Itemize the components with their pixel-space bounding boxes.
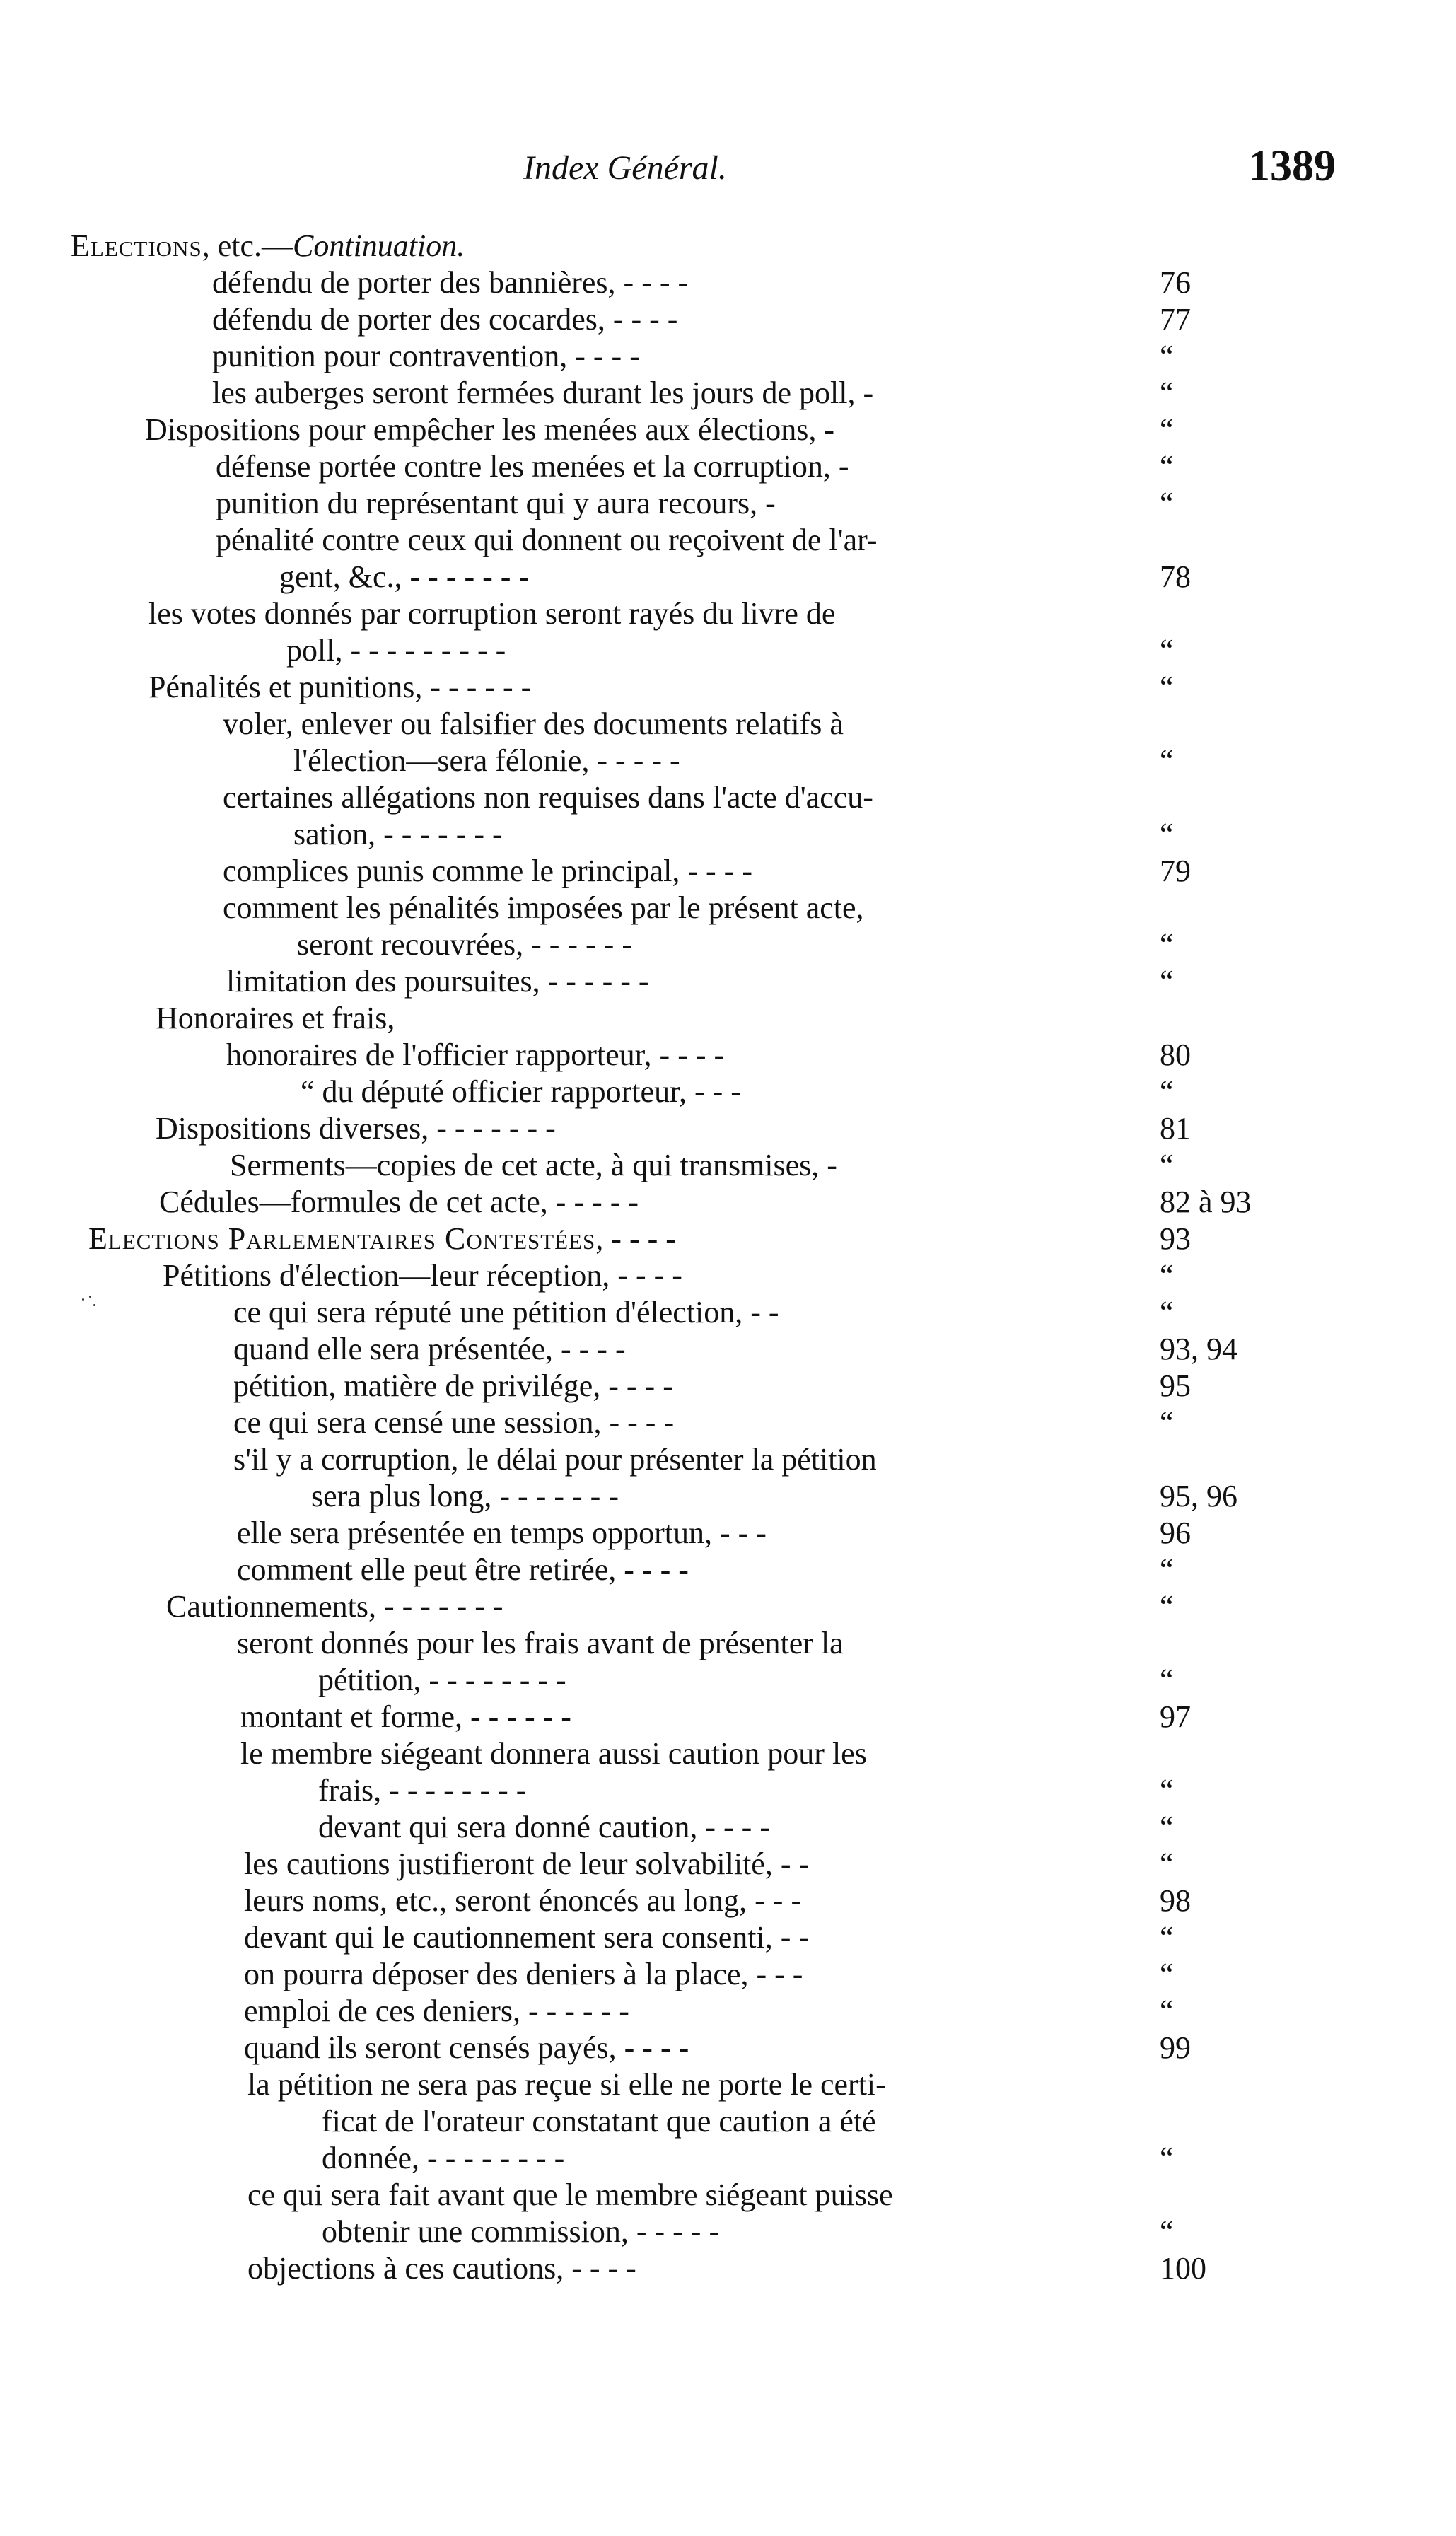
- page-ref: 95, 96: [1160, 1479, 1237, 1513]
- heading-small-caps: Elections: [71, 228, 202, 263]
- page-ref: “: [1160, 1810, 1174, 1844]
- index-line: le membre siégeant donnera aussi caution pour les: [240, 1736, 867, 1771]
- index-subheading: Honoraires et frais,: [156, 1001, 395, 1035]
- index-line: punition du représentant qui y aura recours, -: [216, 486, 776, 520]
- index-line: seront donnés pour les frais avant de présenter la: [237, 1626, 844, 1660]
- index-line: devant qui le cautionnement sera consenti, - -: [244, 1920, 810, 1955]
- page-ref: 81: [1160, 1111, 1191, 1146]
- page-ref: “: [1160, 1148, 1174, 1182]
- index-line: pénalité contre ceux qui donnent ou reçoivent de l'ar-: [216, 523, 878, 557]
- page-ref: “: [1160, 633, 1174, 668]
- index-line: quand elle sera présentée, - - - -: [233, 1332, 626, 1366]
- index-line: ce qui sera réputé une pétition d'élection, - -: [233, 1295, 779, 1330]
- page-ref: 79: [1160, 854, 1191, 888]
- index-line-continuation: pétition, - - - - - - - -: [318, 1663, 566, 1697]
- page-ref: “: [1160, 1295, 1174, 1330]
- heading-rest: , - - - -: [595, 1221, 676, 1256]
- page-ref: “: [1160, 486, 1174, 520]
- page-ref: “: [1160, 817, 1174, 851]
- index-subheading: Dispositions pour empêcher les menées aux élections, -: [145, 412, 835, 447]
- page-ref: “: [1160, 1663, 1174, 1697]
- index-subheading: Dispositions diverses, - - - - - - -: [156, 1111, 556, 1146]
- page-number: 1389: [1248, 142, 1336, 190]
- index-line-ditto: “ du député officier rapporteur, - - -: [301, 1074, 741, 1109]
- page-ref: 96: [1160, 1516, 1191, 1550]
- index-line: la pétition ne sera pas reçue si elle ne porte le certi-: [247, 2067, 886, 2102]
- index-line: voler, enlever ou falsifier des documents relatifs à: [223, 706, 844, 741]
- page-ref: “: [1160, 1994, 1174, 2028]
- index-line: leurs noms, etc., seront énoncés au long, - - -: [244, 1883, 802, 1918]
- page-header: [0, 141, 1456, 205]
- index-line-continuation: ficat de l'orateur constatant que caution a été: [322, 2104, 876, 2139]
- page-ref: 97: [1160, 1699, 1191, 1734]
- index-line: Serments—copies de cet acte, à qui transmises, -: [230, 1148, 837, 1182]
- index-line-continuation: sera plus long, - - - - - - -: [311, 1479, 619, 1513]
- page-ref: “: [1160, 376, 1174, 410]
- index-line: défendu de porter des cocardes, - - - -: [212, 302, 678, 337]
- page-ref: 76: [1160, 265, 1191, 300]
- index-line: les cautions justifieront de leur solvabilité, - -: [244, 1846, 810, 1881]
- heading-rest: , etc.—: [202, 228, 293, 263]
- page-ref: “: [1160, 1552, 1174, 1587]
- index-line: les auberges seront fermées durant les jours de poll, -: [212, 376, 874, 410]
- index-subheading: Cautionnements, - - - - - - -: [166, 1589, 503, 1624]
- index-line: quand ils seront censés payés, - - - -: [244, 2030, 689, 2065]
- index-line-continuation: poll, - - - - - - - - -: [286, 633, 506, 668]
- print-specks: [79, 1294, 100, 1315]
- index-line-continuation: frais, - - - - - - - -: [318, 1773, 527, 1808]
- page-ref: “: [1160, 1405, 1174, 1440]
- index-subheading: les votes donnés par corruption seront rayés du livre de: [148, 596, 836, 631]
- page-ref: “: [1160, 1773, 1174, 1808]
- index-line: limitation des poursuites, - - - - - -: [226, 964, 649, 999]
- page-ref: 93, 94: [1160, 1332, 1237, 1366]
- heading-italic: Continuation.: [293, 228, 465, 263]
- page-ref: “: [1160, 927, 1174, 962]
- page-ref: “: [1160, 1258, 1174, 1293]
- page-ref: 82 à 93: [1160, 1185, 1252, 1219]
- index-line: ce qui sera fait avant que le membre siégeant puisse: [247, 2177, 893, 2212]
- index-line: comment les pénalités imposées par le présent acte,: [223, 890, 864, 925]
- index-line-continuation: gent, &c., - - - - - - -: [279, 559, 530, 594]
- index-subheading: Cédules—formules de cet acte, - - - - -: [159, 1185, 639, 1219]
- page-ref: 80: [1160, 1037, 1191, 1072]
- index-line: ce qui sera censé une session, - - - -: [233, 1405, 675, 1440]
- index-line: certaines allégations non requises dans l'acte d'accu-: [223, 780, 873, 815]
- index-line-continuation: seront recouvrées, - - - - - -: [297, 927, 632, 962]
- page-ref: 77: [1160, 302, 1191, 337]
- index-line: complices punis comme le principal, - - - -: [223, 854, 752, 888]
- index-line: comment elle peut être retirée, - - - -: [237, 1552, 689, 1587]
- page-ref: “: [1160, 743, 1174, 778]
- page-ref: “: [1160, 670, 1174, 704]
- index-line: on pourra déposer des deniers à la place, - - -: [244, 1957, 803, 1991]
- index-line: montant et forme, - - - - - -: [240, 1699, 571, 1734]
- index-line: honoraires de l'officier rapporteur, - - - -: [226, 1037, 725, 1072]
- index-subheading: Pénalités et punitions, - - - - - -: [148, 670, 532, 704]
- page-ref: 95: [1160, 1368, 1191, 1403]
- index-line: elle sera présentée en temps opportun, - - -: [237, 1516, 767, 1550]
- page-ref: 99: [1160, 2030, 1191, 2065]
- page-ref: “: [1160, 1074, 1174, 1109]
- page-ref: “: [1160, 1846, 1174, 1881]
- heading-small-caps: Elections Parlementaires Contestées: [88, 1221, 596, 1256]
- page-ref: 93: [1160, 1221, 1191, 1256]
- index-line-continuation: donnée, - - - - - - - -: [322, 2141, 565, 2175]
- index-line: pétition, matière de privilége, - - - -: [233, 1368, 673, 1403]
- page-ref: “: [1160, 1920, 1174, 1955]
- page-ref: “: [1160, 412, 1174, 447]
- page-ref: “: [1160, 339, 1174, 373]
- page-ref: 100: [1160, 2251, 1206, 2286]
- page-ref: “: [1160, 2141, 1174, 2175]
- section-heading: [88, 1221, 676, 1257]
- page-ref: “: [1160, 2214, 1174, 2249]
- index-subheading: Pétitions d'élection—leur réception, - - - -: [163, 1258, 682, 1293]
- section-heading: [71, 228, 465, 264]
- index-line: défense portée contre les menées et la corruption, -: [216, 449, 849, 484]
- page-ref: “: [1160, 1589, 1174, 1624]
- index-line: emploi de ces deniers, - - - - - -: [244, 1994, 629, 2028]
- index-line-continuation: l'élection—sera félonie, - - - - -: [293, 743, 680, 778]
- index-line: punition pour contravention, - - - -: [212, 339, 640, 373]
- index-line: objections à ces cautions, - - - -: [247, 2251, 636, 2286]
- running-title: Index Général.: [523, 149, 727, 187]
- page-ref: 78: [1160, 559, 1191, 594]
- page-ref: “: [1160, 1957, 1174, 1991]
- index-line: s'il y a corruption, le délai pour présenter la pétition: [233, 1442, 877, 1477]
- index-line-continuation: obtenir une commission, - - - - -: [322, 2214, 720, 2249]
- index-line: défendu de porter des bannières, - - - -: [212, 265, 689, 300]
- page-ref: “: [1160, 449, 1174, 484]
- page-ref: “: [1160, 964, 1174, 999]
- index-line: devant qui sera donné caution, - - - -: [318, 1810, 770, 1844]
- page-ref: 98: [1160, 1883, 1191, 1918]
- index-line-continuation: sation, - - - - - - -: [293, 817, 503, 851]
